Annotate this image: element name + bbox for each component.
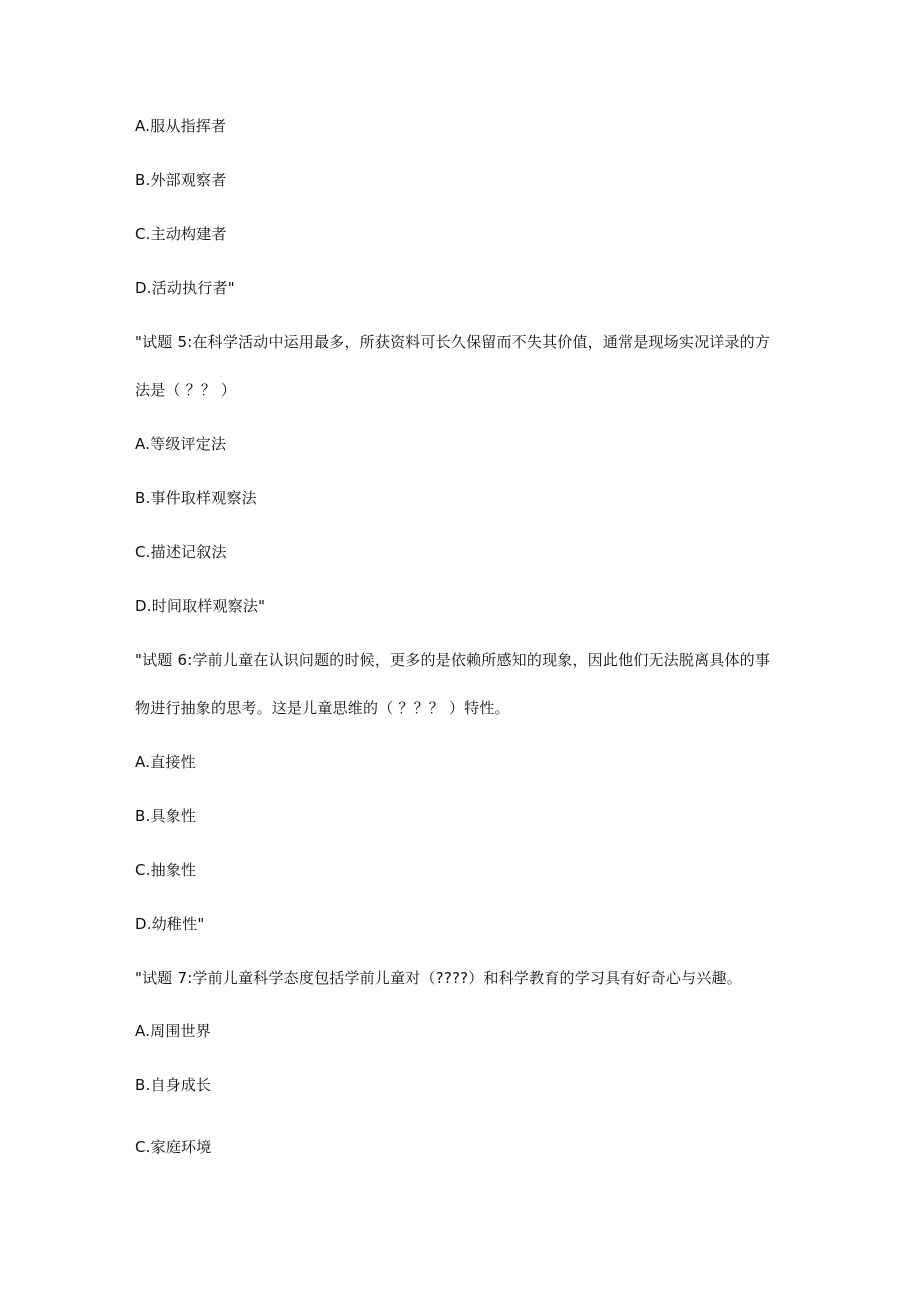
option-line: A.直接性	[135, 753, 196, 771]
option-line: B.具象性	[135, 807, 197, 825]
question-line: "试题 7:学前儿童科学态度包括学前儿童对（????）和科学教育的学习具有好奇心与兴趣。	[135, 969, 742, 987]
question-line: "试题 6:学前儿童在认识问题的时候，更多的是依赖所感知的现象，因此他们无法脱离具体的事	[135, 651, 771, 669]
option-line: A.等级评定法	[135, 435, 227, 453]
option-line: B.自身成长	[135, 1076, 212, 1094]
question-line: 法是（ ？？ ）	[135, 381, 237, 399]
option-line: C.家庭环境	[135, 1138, 212, 1156]
option-line: B.外部观察者	[135, 171, 227, 189]
option-line: D.幼稚性"	[135, 915, 205, 933]
option-line: C.主动构建者	[135, 225, 227, 243]
question-line: "试题 5:在科学活动中运用最多，所获资料可长久保留而不失其价值，通常是现场实况详录的方	[135, 333, 771, 351]
option-line: D.活动执行者"	[135, 279, 235, 297]
option-line: B.事件取样观察法	[135, 489, 257, 507]
option-line: C.描述记叙法	[135, 543, 227, 561]
option-line: C.抽象性	[135, 861, 197, 879]
question-line: 物进行抽象的思考。这是儿童思维的（ ？？？ ）特性。	[135, 699, 510, 717]
option-line: D.时间取样观察法"	[135, 597, 266, 615]
option-line: A.服从指挥者	[135, 117, 227, 135]
option-line: A.周围世界	[135, 1022, 211, 1040]
